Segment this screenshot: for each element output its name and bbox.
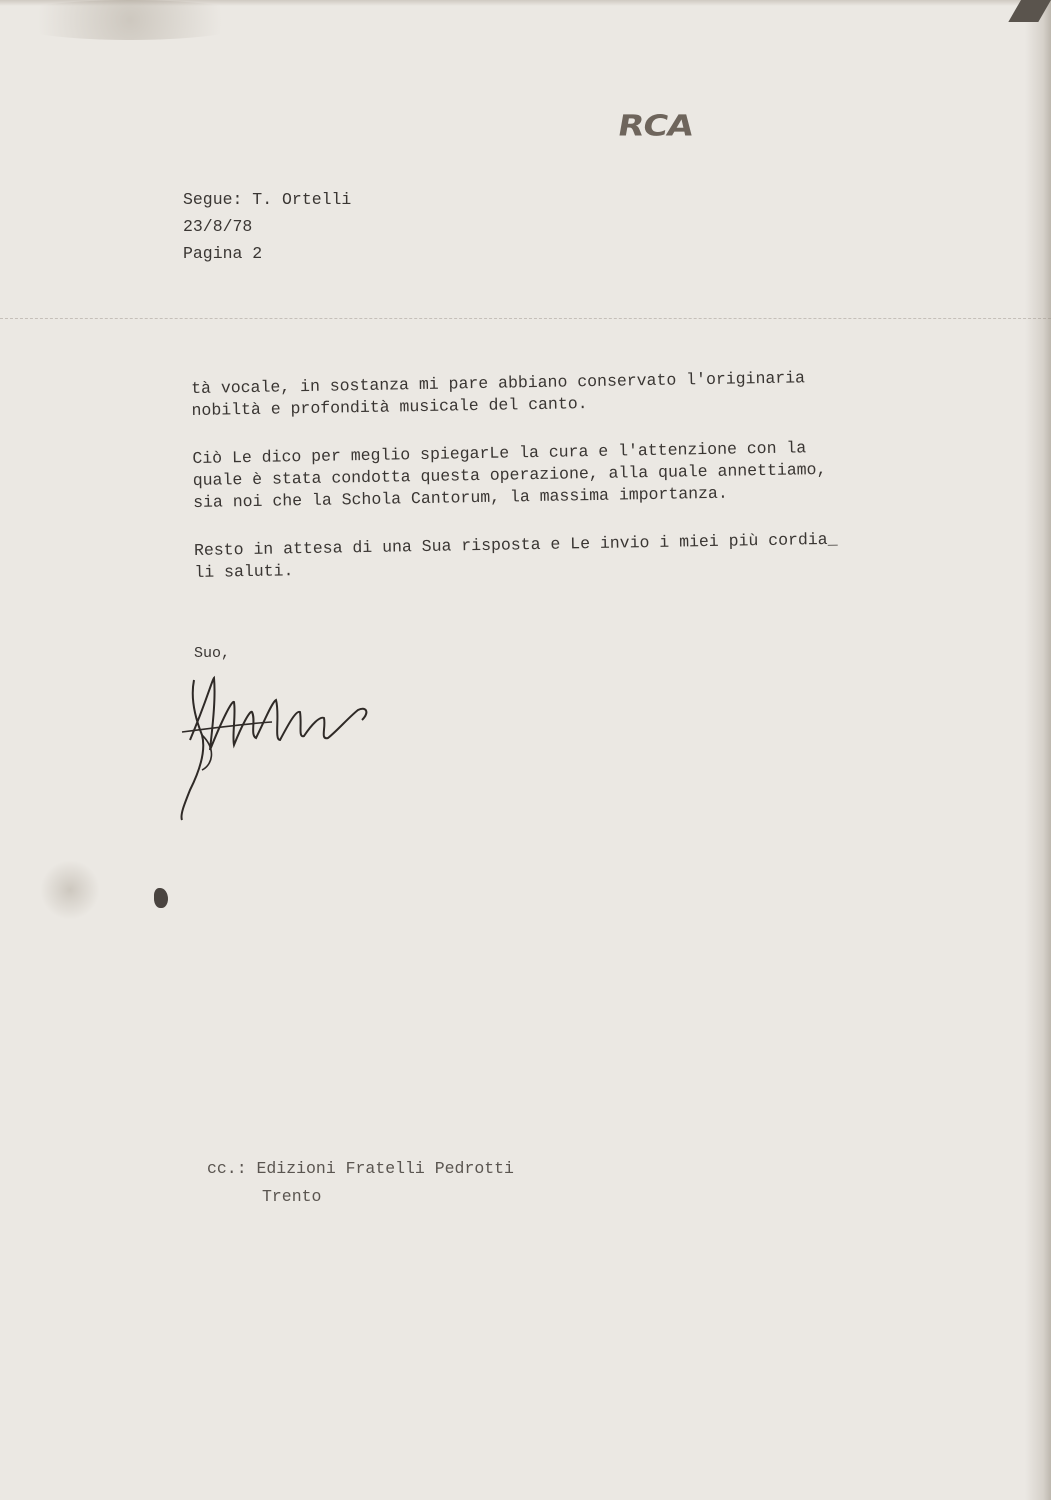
page-header: [183, 186, 351, 267]
body-paragraph: Resto in attesa di una Sua risposta e Le invio i miei più cordia_ li saluti.: [193, 529, 838, 582]
ink-speck: [154, 888, 168, 908]
header-recipient: Segue: T. Ortelli: [183, 190, 352, 209]
handwritten-signature-icon: [172, 640, 382, 830]
body-paragraph: Ciò Le dico per meglio spiegarLe la cura e l'attenzione con la quale è stata condotta questa operazione, alla quale annettiamo, sia noi che la Schola Cantorum, la massima importanza.: [192, 438, 827, 512]
closing-salutation: Suo,: [194, 645, 231, 662]
fold-line: [0, 318, 1051, 320]
header-page-number: Pagina 2: [183, 244, 263, 263]
paper-stain: [0, 0, 260, 40]
letter-body: [191, 367, 839, 610]
cc-city: Trento: [262, 1187, 322, 1206]
body-paragraph: tà vocale, in sostanza mi pare abbiano conservato l'originaria nobiltà e profondità musicale del canto.: [191, 368, 806, 420]
cc-recipient: cc.: Edizioni Fratelli Pedrotti: [207, 1159, 514, 1178]
carbon-copy-block: [207, 1155, 514, 1211]
header-date: 23/8/78: [183, 217, 253, 236]
paper-stain: [40, 860, 100, 920]
paper-right-edge: [1025, 0, 1051, 1500]
rca-logo: RCA: [615, 109, 696, 143]
